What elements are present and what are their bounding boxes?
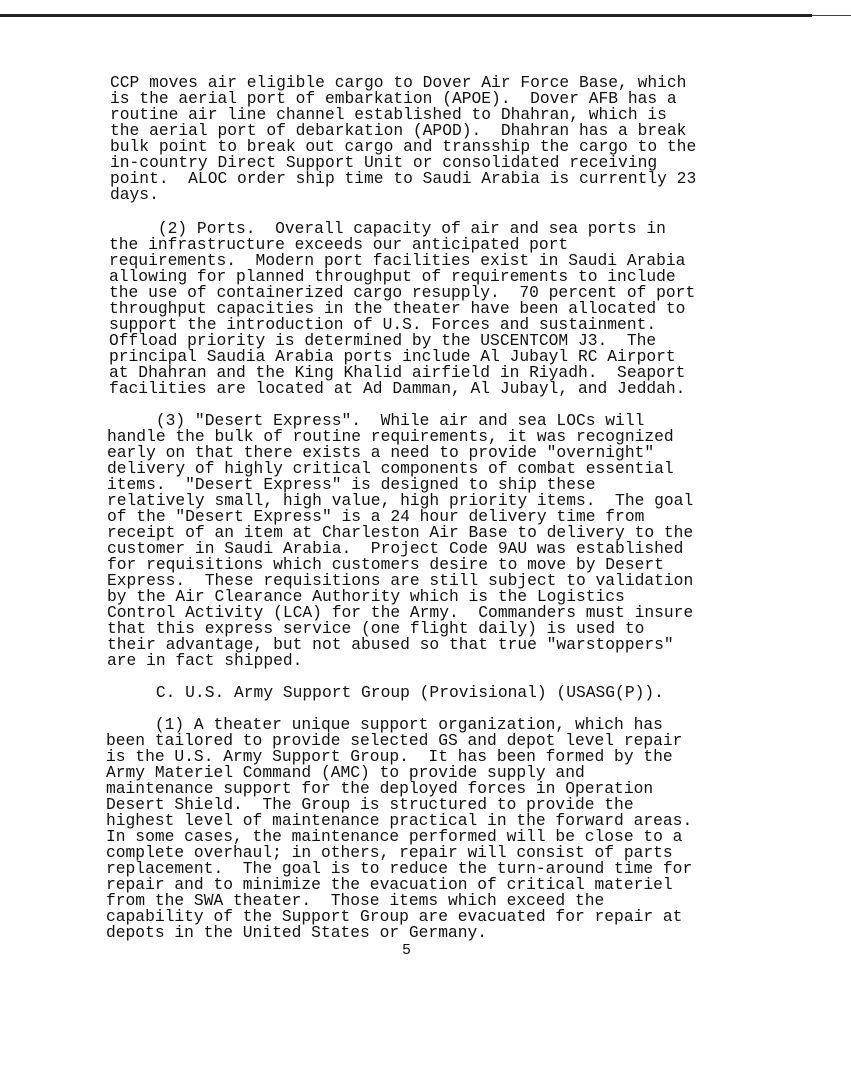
text-line: of the "Desert Express" is a 24 hour delivery time from <box>107 507 645 526</box>
text-line: is the aerial port of embarkation (APOE). Dover AFB has a <box>110 89 677 108</box>
text-line: highest level of maintenance practical in the forward areas. <box>106 811 693 830</box>
text-line: principal Saudia Arabia ports include Al Jubayl RC Airport <box>109 347 676 366</box>
text-line: Desert Shield. The Group is structured to provide the <box>106 795 634 814</box>
text-line: support the introduction of U.S. Forces and sustainment. <box>109 315 657 334</box>
paragraph-desert-express <box>107 413 693 669</box>
text-line: items. "Desert Express" is designed to ship these <box>107 475 596 494</box>
text-line: replacement. The goal is to reduce the turn-around time for <box>106 859 693 878</box>
text-line: depots in the United States or Germany. <box>106 923 488 942</box>
text-line: by the Air Clearance Authority which is the Logistics <box>107 587 625 606</box>
text-line: bulk point to break out cargo and transship the cargo to the <box>110 137 697 156</box>
text-line: been tailored to provide selected GS and depot level repair <box>106 731 683 750</box>
text-line: for requisitions which customers desire to move by Desert <box>107 555 664 574</box>
text-line: customer in Saudi Arabia. Project Code 9AU was established <box>107 539 684 558</box>
top-rule <box>0 14 812 17</box>
text-line: days. <box>110 185 159 204</box>
text-line: Control Activity (LCA) for the Army. Commanders must insure <box>107 603 694 622</box>
text-line: complete overhaul; in others, repair will consist of parts <box>106 843 673 862</box>
text-line: (2) Ports. Overall capacity of air and sea ports in <box>109 219 666 238</box>
text-line: point. ALOC order ship time to Saudi Arabia is currently 23 <box>110 169 697 188</box>
text-line: Offload priority is determined by the USCENTCOM J3. The <box>109 331 657 350</box>
paragraph-usasg <box>106 717 692 941</box>
text-line: Express. These requisitions are still subject to validation <box>107 571 694 590</box>
text-line: In some cases, the maintenance performed will be close to a <box>106 827 683 846</box>
text-line: C. U.S. Army Support Group (Provisional) (USASG(P)). <box>107 683 664 702</box>
text-line: capability of the Support Group are evacuated for repair at <box>106 907 683 926</box>
text-line: the aerial port of debarkation (APOD). Dhahran has a break <box>110 121 687 140</box>
text-line: receipt of an item at Charleston Air Base to delivery to the <box>107 523 694 542</box>
text-line: facilities are located at Ad Damman, Al Jubayl, and Jeddah. <box>109 379 686 398</box>
text-line: the use of containerized cargo resupply. 70 percent of port <box>109 283 696 302</box>
text-line: is the U.S. Army Support Group. It has been formed by the <box>106 747 673 766</box>
text-line: CCP moves air eligible cargo to Dover Air Force Base, which <box>110 73 687 92</box>
text-line: from the SWA theater. Those items which exceed the <box>106 891 605 910</box>
text-line: in-country Direct Support Unit or consolidated receiving <box>110 153 658 172</box>
text-line: Army Materiel Command (AMC) to provide supply and <box>106 763 585 782</box>
section-heading-c <box>107 685 664 701</box>
text-line: the infrastructure exceeds our anticipated port <box>109 235 569 254</box>
text-line: maintenance support for the deployed forces in Operation <box>106 779 654 798</box>
text-line: (3) "Desert Express". While air and sea LOCs will <box>107 411 645 430</box>
text-line: that this express service (one flight daily) is used to <box>107 619 645 638</box>
text-line: allowing for planned throughput of requirements to include <box>109 267 676 286</box>
text-line: early on that there exists a need to provide "overnight" <box>107 443 655 462</box>
text-line: requirements. Modern port facilities exist in Saudi Arabia <box>109 251 686 270</box>
text-line: at Dhahran and the King Khalid airfield in Riyadh. Seaport <box>109 363 686 382</box>
text-line: (1) A theater unique support organization, which has <box>106 715 663 734</box>
text-line: handle the bulk of routine requirements, it was recognized <box>107 427 674 446</box>
page-number: 5 <box>402 942 412 959</box>
paragraph-aloc <box>110 75 696 203</box>
text-line: are in fact shipped. <box>107 651 303 670</box>
top-rule-tail <box>812 15 851 16</box>
text-line: routine air line channel established to Dhahran, which is <box>110 105 667 124</box>
text-line: throughput capacities in the theater have been allocated to <box>109 299 686 318</box>
text-line: repair and to minimize the evacuation of critical materiel <box>106 875 673 894</box>
text-line: their advantage, but not abused so that true "warstoppers" <box>107 635 674 654</box>
text-line: delivery of highly critical components of combat essential <box>107 459 674 478</box>
text-line: relatively small, high value, high priority items. The goal <box>107 491 694 510</box>
paragraph-ports <box>109 221 695 397</box>
